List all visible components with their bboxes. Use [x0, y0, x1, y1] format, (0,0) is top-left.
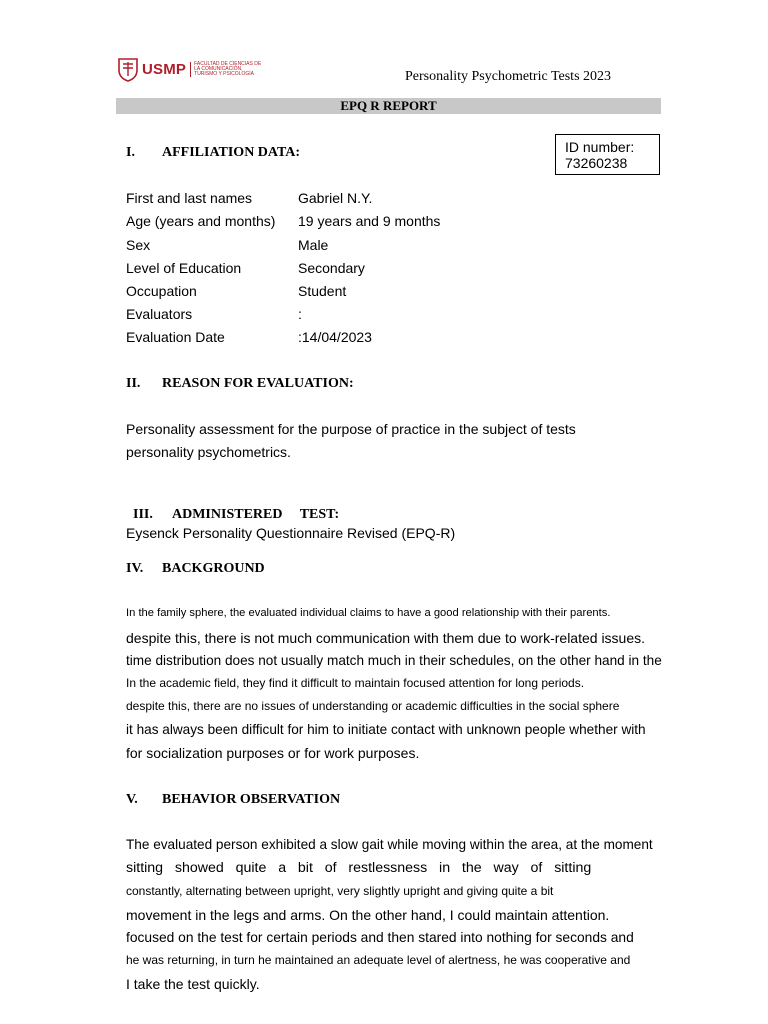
- field-value: :14/04/2023: [298, 329, 372, 345]
- field-label: First and last names: [126, 190, 253, 206]
- affiliation-row: [126, 190, 372, 206]
- report-title: EPQ R REPORT: [116, 98, 661, 114]
- behavior-line: he was returning, in turn he maintained an adequate level of alertness, he was cooperative and: [126, 953, 631, 967]
- field-value: Gabriel N.Y.: [298, 190, 373, 206]
- affiliation-row: [126, 237, 328, 253]
- header-title: Personality Psychometric Tests 2023: [405, 69, 612, 84]
- background-line: for socialization purposes or for work purposes.: [126, 745, 420, 761]
- section-number: III.: [133, 507, 153, 522]
- section-title: ADMINISTERED TEST:: [172, 507, 340, 522]
- affiliation-row: [126, 283, 346, 299]
- behavior-line: The evaluated person exhibited a slow gait while moving within the area, at the moment: [126, 837, 653, 852]
- affiliation-row: [126, 306, 302, 322]
- background-line: In the family sphere, the evaluated individual claims to have a good relationship with their parents.: [126, 607, 611, 619]
- section-number: IV.: [126, 561, 144, 576]
- background-line: In the academic field, they find it difficult to maintain focused attention for long periods.: [126, 676, 585, 690]
- id-number-box: [555, 134, 660, 175]
- logo-text: USMP: [142, 60, 187, 78]
- field-value: Male: [298, 237, 329, 253]
- background-line: despite this, there is not much communication with them due to work-related issues.: [126, 630, 646, 646]
- field-label: Age (years and months): [126, 213, 276, 229]
- id-value: 73260238: [565, 155, 628, 171]
- reason-line: Personality assessment for the purpose of practice in the subject of tests: [126, 421, 576, 437]
- section-test-heading: [126, 491, 339, 523]
- background-line: time distribution does not usually match much in their schedules, on the other hand in the: [126, 653, 662, 668]
- field-label: Evaluation Date: [126, 329, 225, 345]
- behavior-line: movement in the legs and arms. On the other hand, I could maintain attention.: [126, 907, 610, 923]
- section-number: I.: [126, 145, 135, 160]
- field-label: Occupation: [126, 283, 197, 299]
- id-label: ID number:: [565, 139, 635, 155]
- section-number: V.: [126, 792, 138, 807]
- field-value: 19 years and 9 months: [298, 213, 441, 229]
- behavior-line: sitting showed quite a bit of restlessness in the way of sitting: [126, 860, 592, 876]
- field-value: Secondary: [298, 260, 365, 276]
- section-title: BEHAVIOR OBSERVATION: [162, 792, 341, 807]
- field-label: Evaluators: [126, 306, 193, 322]
- affiliation-row: [126, 329, 372, 345]
- logo-subtitle: FACULTAD DE CIENCIAS DE LA COMUNICACIÓN, TURISMO Y PSICOLOGÍA: [190, 62, 262, 77]
- section-affiliation-heading: [126, 145, 300, 161]
- field-label: Level of Education: [126, 260, 242, 276]
- reason-line: personality psychometrics.: [126, 444, 291, 460]
- section-title: BACKGROUND: [162, 561, 265, 576]
- affiliation-row: [126, 213, 440, 229]
- behavior-line: constantly, alternating between upright, very slightly upright and giving quite a bit: [126, 884, 554, 898]
- section-number: II.: [126, 376, 141, 391]
- section-title: AFFILIATION DATA:: [162, 145, 301, 160]
- field-label: Sex: [126, 237, 151, 253]
- section-behavior-heading: [126, 792, 340, 808]
- section-reason-heading: [126, 376, 354, 392]
- field-value: :: [298, 306, 302, 322]
- affiliation-row: [126, 260, 365, 276]
- background-line: it has always been difficult for him to initiate contact with unknown people whether with: [126, 722, 646, 737]
- section-title: REASON FOR EVALUATION:: [162, 376, 354, 391]
- section-background-heading: [126, 561, 265, 577]
- field-value: Student: [298, 283, 347, 299]
- crest-icon: [117, 56, 139, 82]
- university-logo: [117, 55, 277, 83]
- behavior-line: I take the test quickly.: [126, 976, 260, 992]
- test-name: Eysenck Personality Questionnaire Revised (EPQ-R): [126, 525, 456, 541]
- background-line: despite this, there are no issues of understanding or academic difficulties in the social sphere: [126, 699, 620, 713]
- behavior-line: focused on the test for certain periods and then stared into nothing for seconds and: [126, 930, 634, 945]
